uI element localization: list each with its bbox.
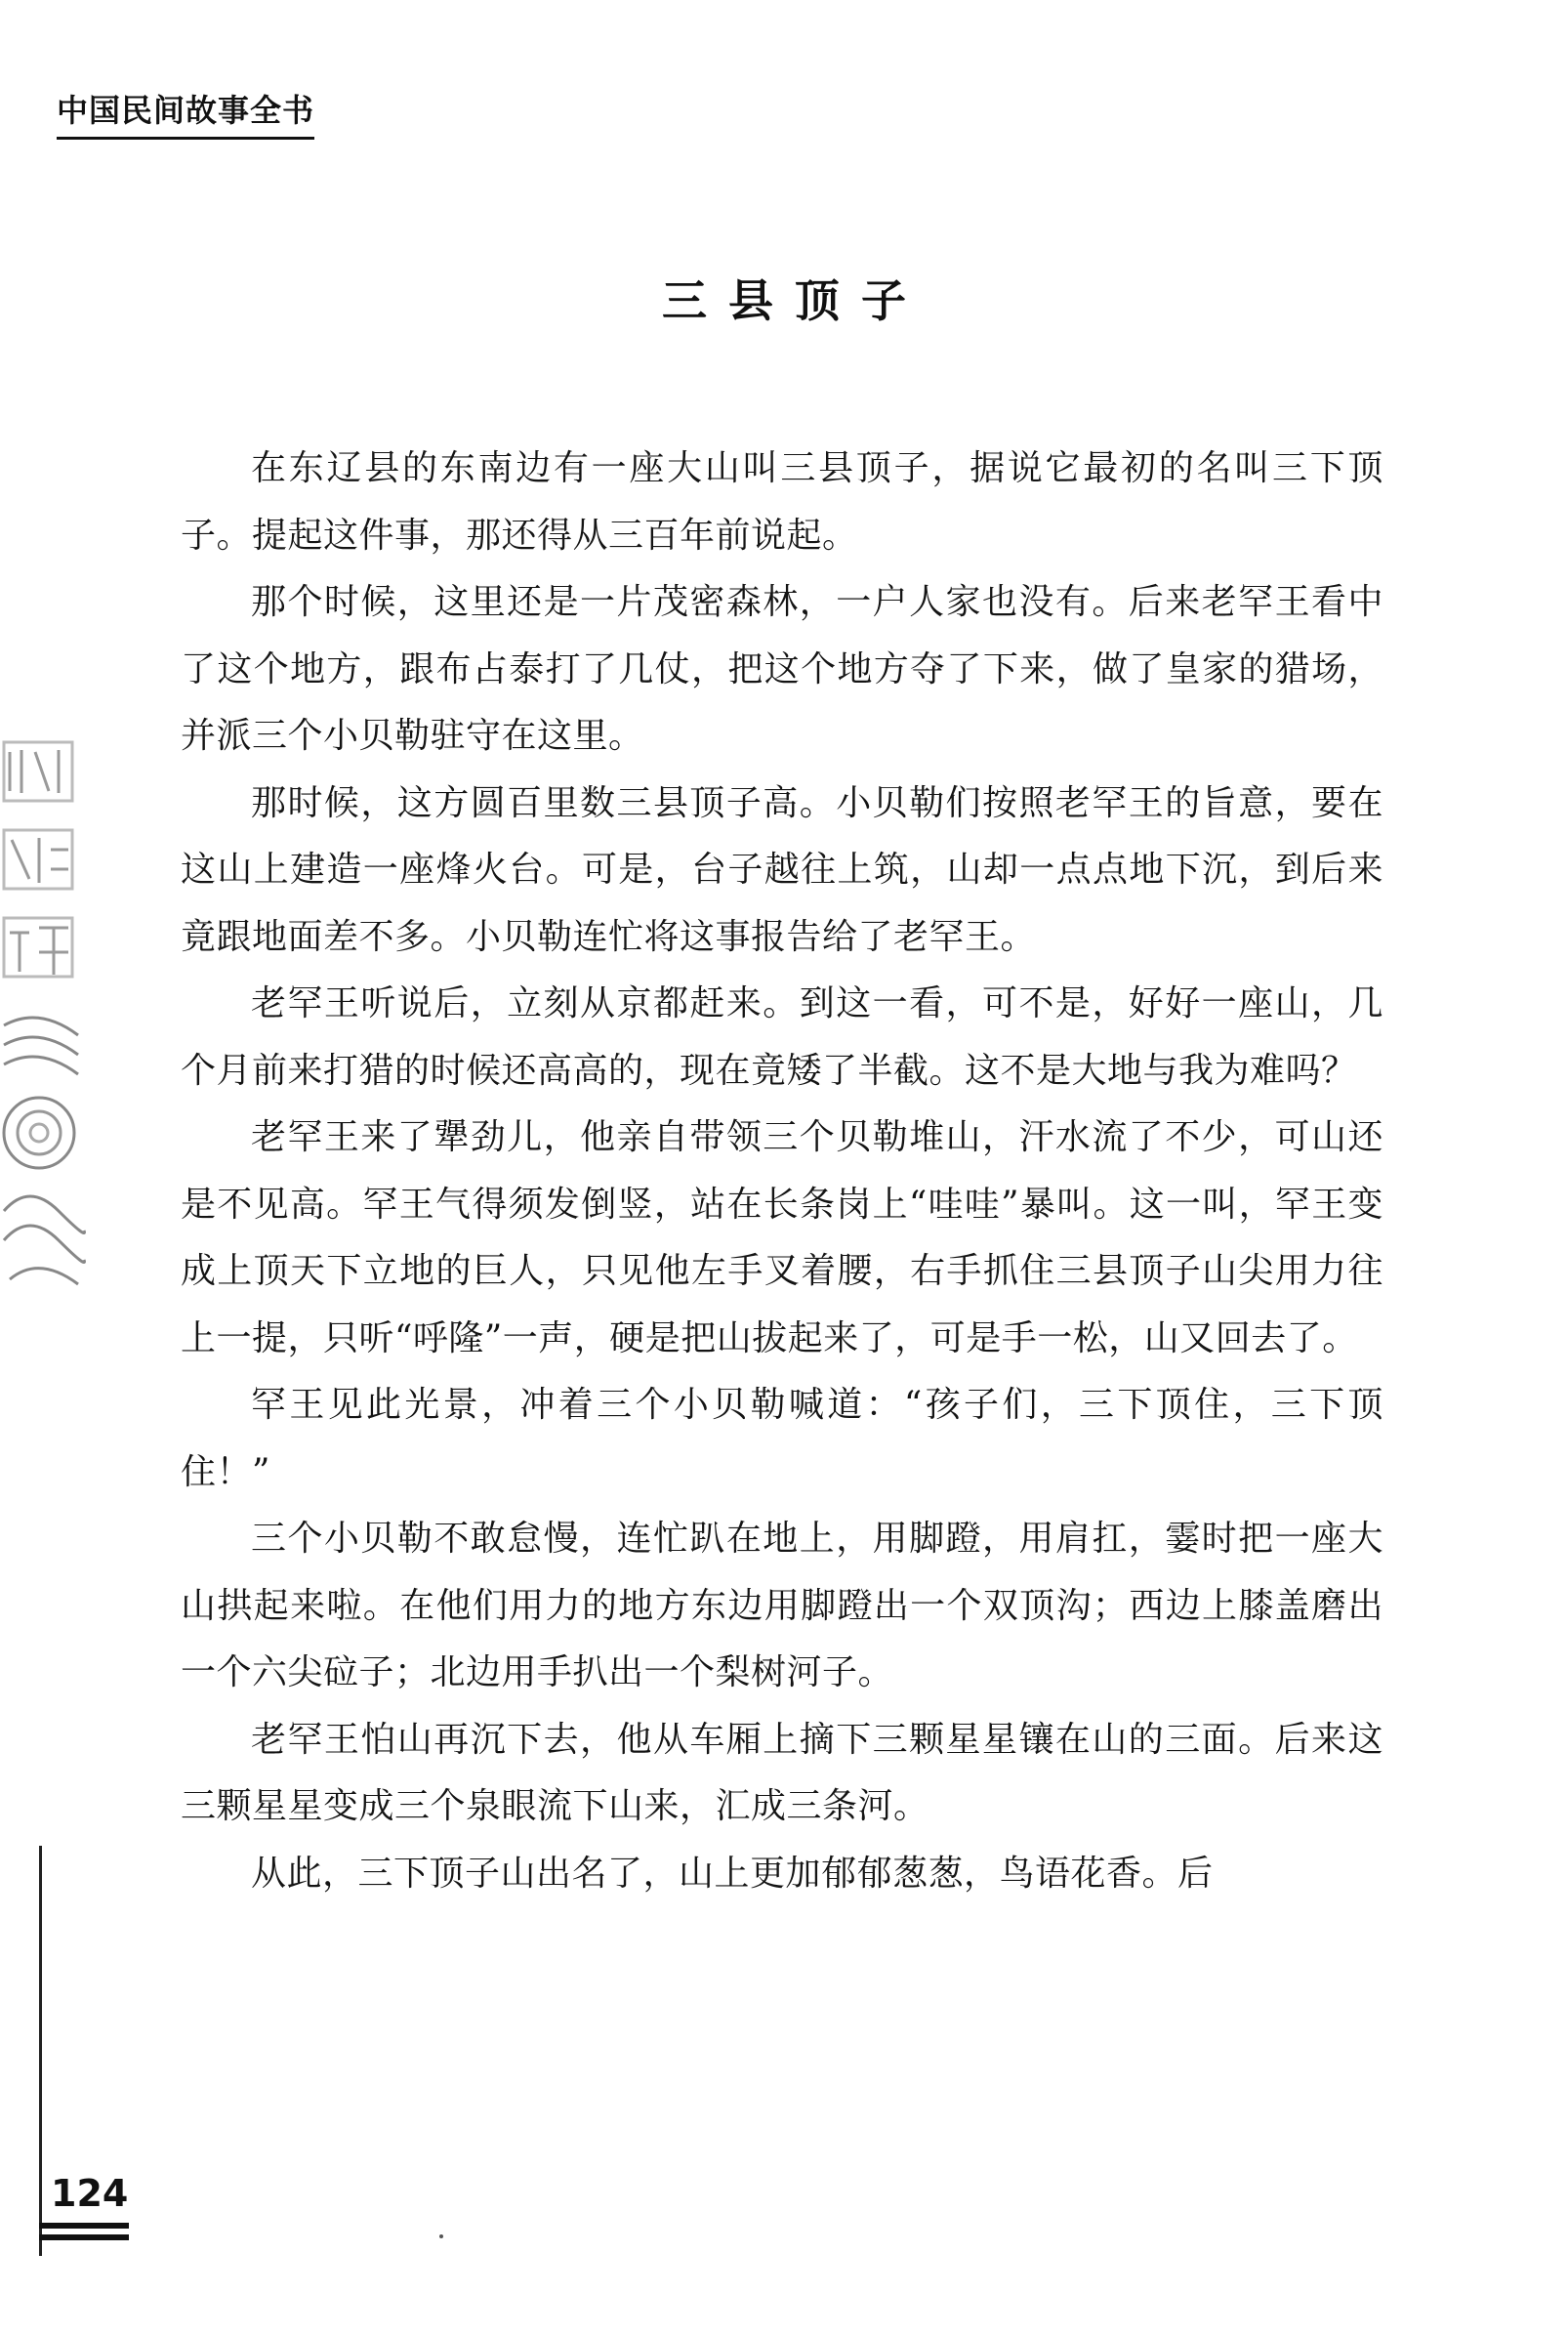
paragraph: 老罕王怕山再沉下去，他从车厢上摘下三颗星星镶在山的三面。后来这三颗星星变成三个泉眼流下山来，汇成三条河。 (181, 1719, 1383, 1826)
margin-ornament (0, 723, 88, 1309)
paragraph: 从此，三下顶子山出名了，山上更加郁郁葱葱，鸟语花香。后 (251, 1853, 1214, 1894)
paragraph: 老罕王听说后，立刻从京都赶来。到这一看，可不是，好好一座山，几个月前来打猎的时候还高高的，现在竟矮了半截。这不是大地与我为难吗？ (181, 983, 1383, 1091)
page-number-bars (39, 2223, 129, 2246)
paragraph: 那时候，这方圆百里数三县顶子高。小贝勒们按照老罕王的旨意，要在这山上建造一座烽火台。可是，台子越往上筑，山却一点点地下沉，到后来竟跟地面差不多。小贝勒连忙将这事报告给了老罕王。 (181, 782, 1383, 957)
paragraph: 老罕王来了犟劲儿，他亲自带领三个贝勒堆山，汗水流了不少，可山还是不见高。罕王气得须发倒竖，站在长条岗上“哇哇”暴叫。这一叫，罕王变成上顶天下立地的巨人，只见他左手叉着腰，右手抓住三县顶子山尖用力往上一提，只听“呼隆”一声，硬是把山拔起来了，可是手一松，山又回去了。 (181, 1117, 1383, 1358)
bar (39, 2223, 129, 2229)
chapter-title: 三县顶子 (662, 274, 928, 327)
paragraph: 罕王见此光景，冲着三个小贝勒喊道：“孩子们，三下顶住，三下顶住！” (181, 1385, 1383, 1492)
series-title: 中国民间故事全书 (57, 86, 314, 140)
margin-rule (39, 1846, 42, 2256)
bar (39, 2234, 129, 2240)
paragraph: 那个时候，这里还是一片茂密森林，一户人家也没有。后来老罕王看中了这个地方，跟布占泰打了几仗，把这个地方夺了下来，做了皇家的猎场，并派三个小贝勒驻守在这里。 (181, 582, 1383, 756)
speck (439, 2234, 443, 2238)
story-body (181, 436, 1383, 1907)
paragraph: 三个小贝勒不敢怠慢，连忙趴在地上，用脚蹬，用肩扛，霎时把一座大山拱起来啦。在他们用力的地方东边用脚蹬出一个双顶沟；西边上膝盖磨出一个六尖砬子；北边用手扒出一个梨树河子。 (181, 1519, 1383, 1692)
paragraph: 在东辽县的东南边有一座大山叫三县顶子，据说它最初的名叫三下顶子。提起这件事，那还得从三百年前说起。 (181, 448, 1383, 556)
page-number: 124 (51, 2172, 129, 2215)
